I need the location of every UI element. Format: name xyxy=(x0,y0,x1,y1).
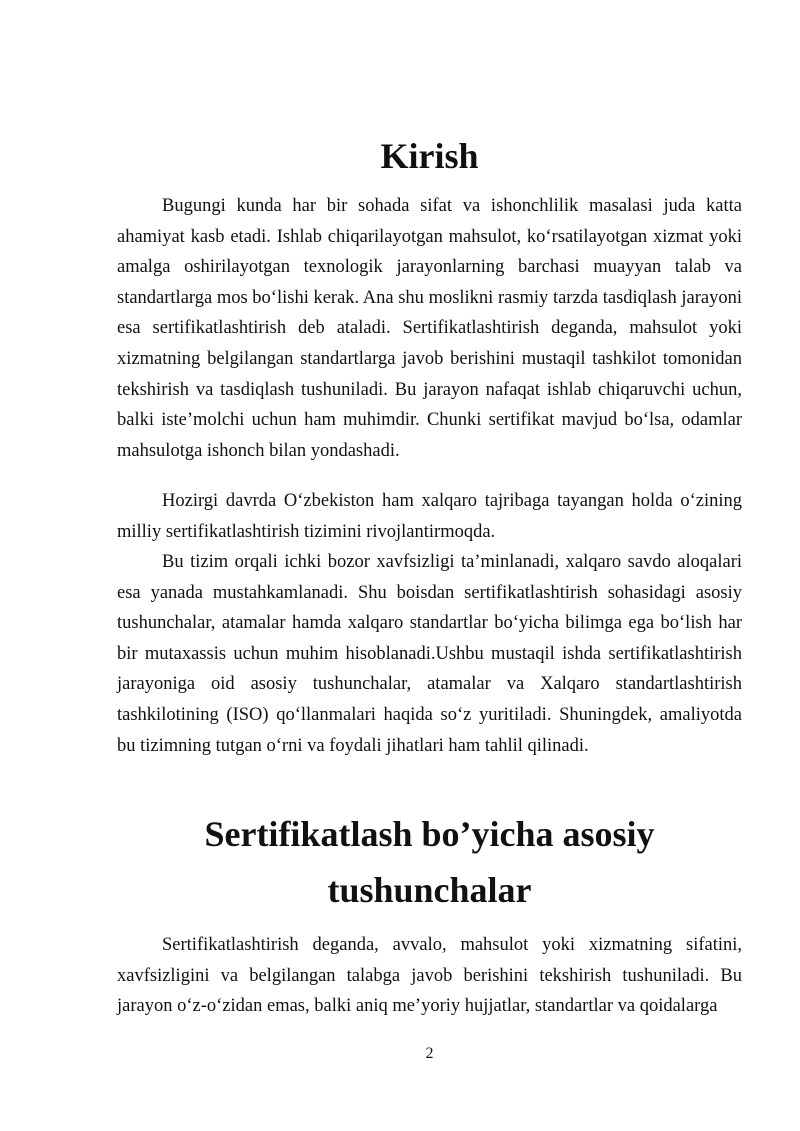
section-title-kirish: Kirish xyxy=(380,136,479,176)
section-title-asosiy-tushunchalar: Sertifikatlash bo’yicha asosiy tushunchalar xyxy=(204,814,655,910)
paragraph: Bu tizim orqali ichki bozor xavfsizligi ta’minlanadi, xalqaro savdo aloqalari esa yanada mustahkamlanadi. Shu boisdan sertifikatlashtirish sohasidagi asosiy tushunchalar, atamalar hamda xalqaro standartlar bo‘yicha bilimga ega bo‘lish har bir mutaxassis uchun muhim hisoblanadi.Ushbu mustaqil ishda sertifikatlashtirish jarayoniga oid asosiy tushunchalar, atamalar va Xalqaro standartlashtirish tashkilotining (ISO) qo‘llanmalari haqida so‘z yuritiladi. Shuningdek, amaliyotda bu tizimning tutgan o‘rni va foydali jihatlari ham tahlil qilinadi. xyxy=(117,552,742,756)
page-number: 2 xyxy=(425,1045,434,1062)
paragraph: Sertifikatlashtirish deganda, avvalo, mahsulot yoki xizmatning sifatini, xavfsizligini va belgilangan talabga javob berishini tekshirish tushuniladi. Bu jarayon o‘z-o‘zidan emas, balki aniq me’yoriy hujjatlar, standartlar va qoidalarga xyxy=(117,935,742,1017)
paragraph: Bugungi kunda har bir sohada sifat va ishonchlilik masalasi juda katta ahamiyat kasb etadi. Ishlab chiqarilayotgan mahsulot, ko‘rsatilayotgan xizmat yoki amalga oshirilayotgan texnologik jarayonlarning barchasi muayyan talab va standartlarga mos bo‘lishi kerak. Ana shu moslikni rasmiy tarzda tasdiqlash jarayoni esa sertifikatlashtirish deb ataladi. Sertifikatlashtirish deganda, mahsulot yoki xizmatning belgilangan standartlarga javob berishini mustaqil tashkilot tomonidan tekshirish va tasdiqlash tushuniladi. Bu jarayon nafaqat ishlab chiqaruvchi uchun, balki iste’molchi uchun ham muhimdir. Chunki sertifikat mavjud bo‘lsa, odamlar mahsulotga ishonch bilan yondashadi. xyxy=(117,196,742,461)
paragraph: Hozirgi davrda O‘zbekiston ham xalqaro tajribaga tayangan holda o‘zining milliy sertifikatlashtirish tizimini rivojlantirmoqda. xyxy=(117,491,742,542)
